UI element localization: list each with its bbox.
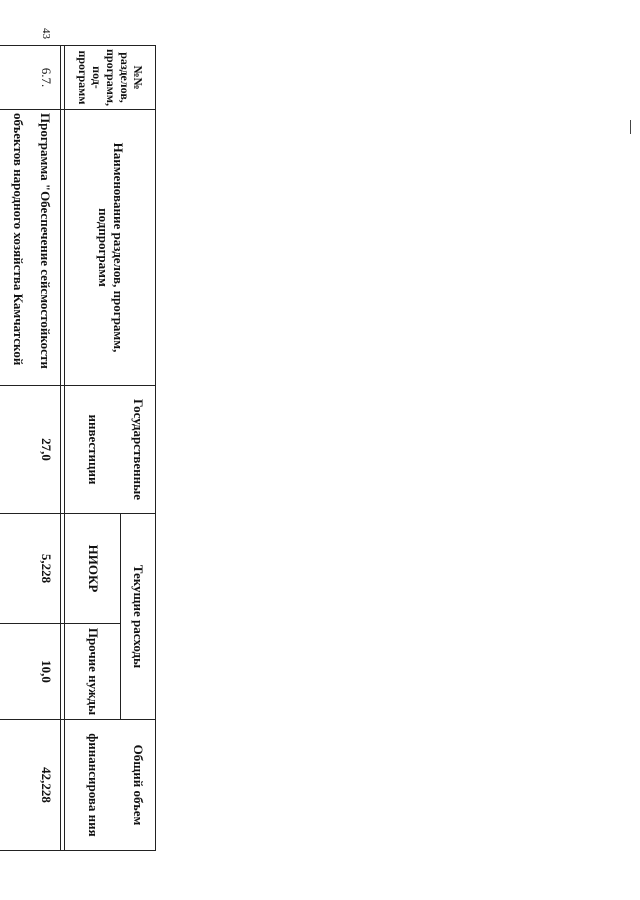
- program-title: Программа "Обеспечение сейсмостойкости объектов народного хозяйства Камчатской: [11, 113, 53, 369]
- header-niokr: НИОКР: [65, 514, 121, 624]
- cell-investments: 27,0: [0, 386, 61, 514]
- header-investments-top: Государственные: [121, 386, 156, 514]
- financing-table: [0, 45, 156, 851]
- header-total-bottom: финансирова ния: [65, 720, 121, 851]
- cell-total: 42,228: [0, 720, 61, 851]
- cell-other: 10,0: [0, 624, 61, 720]
- header-total-top: Общий объем: [121, 720, 156, 851]
- rotated-table-wrapper: [0, 45, 156, 851]
- header-num: №№ разделов, программ, под-программ: [65, 46, 156, 110]
- cell-niokr: 5,228: [0, 514, 61, 624]
- header-name: Наименование разделов, программ, подпрограмм: [65, 110, 156, 386]
- row-num: 6.7.: [0, 46, 61, 110]
- header-current: Текущие расходы: [121, 514, 156, 720]
- header-other: Прочие нужды: [65, 624, 121, 720]
- page-number: 43: [40, 28, 52, 39]
- scan-mark: [630, 120, 631, 134]
- table-row: [0, 46, 61, 851]
- row-name: [0, 110, 61, 386]
- header-investments-bottom: инвестиции: [65, 386, 121, 514]
